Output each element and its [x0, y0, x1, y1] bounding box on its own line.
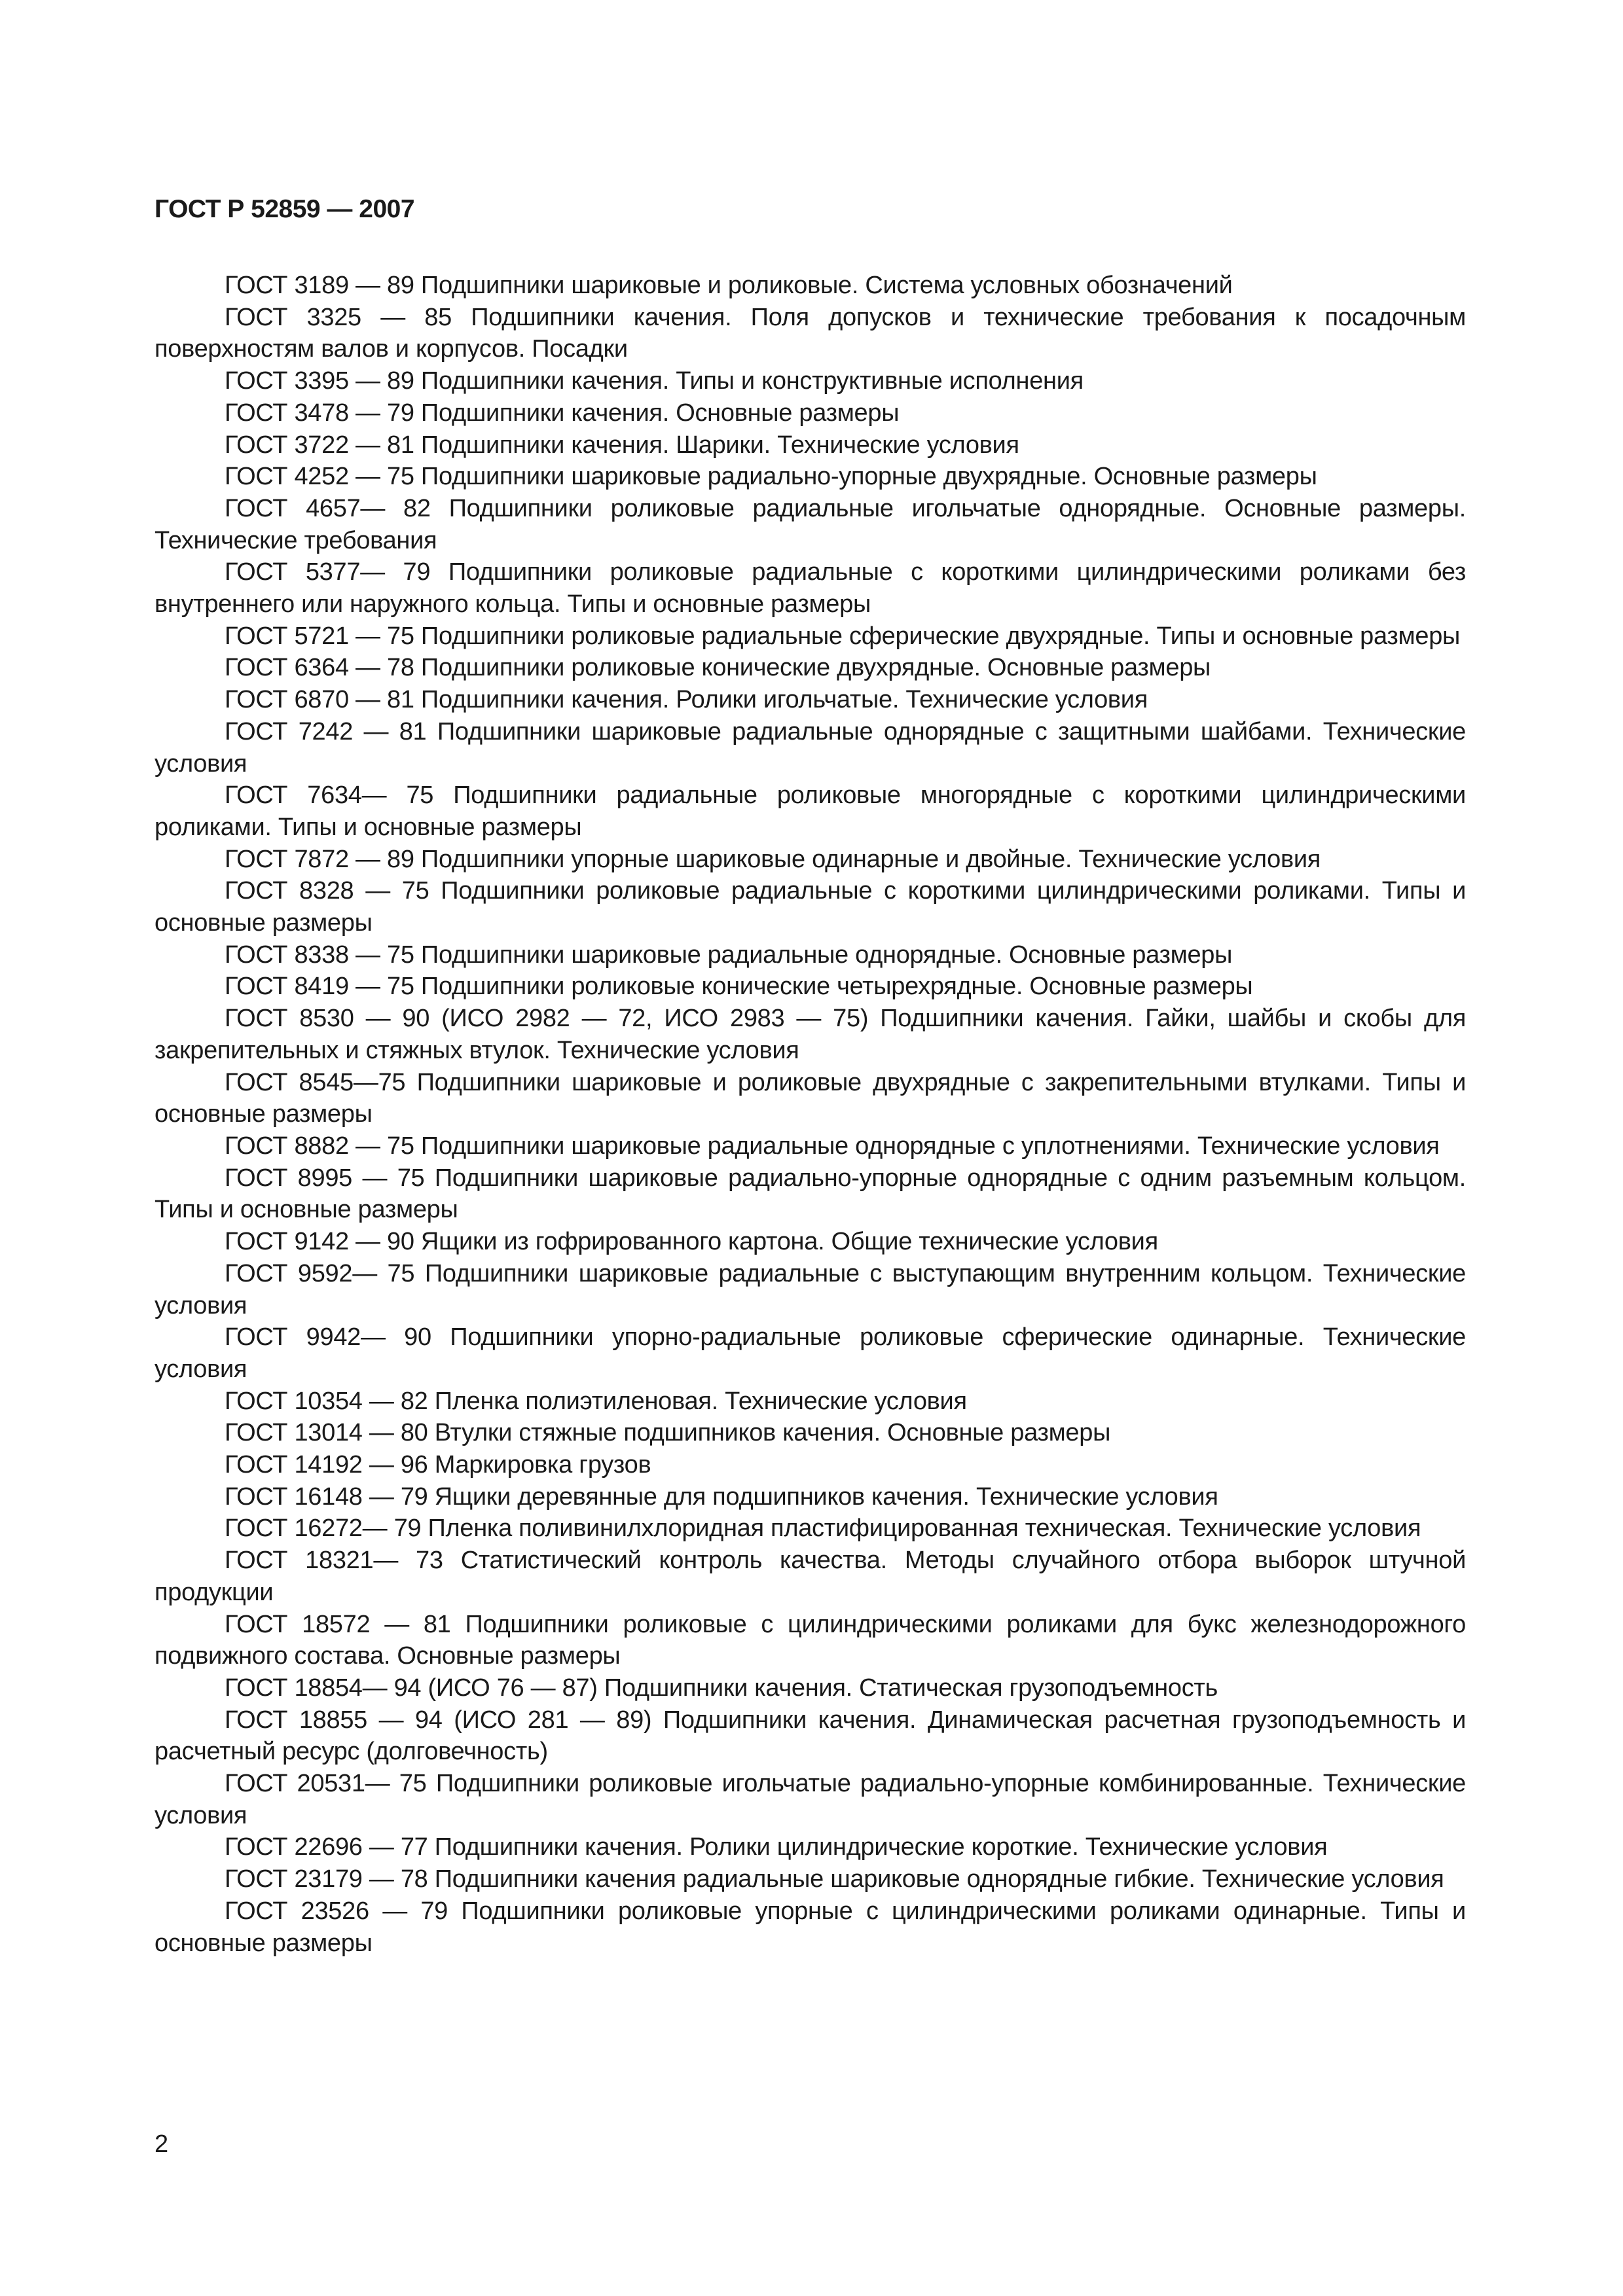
reference-entry: ГОСТ 16148 — 79 Ящики деревянные для подшипников качения. Технические условия: [225, 1482, 1218, 1511]
reference-entry: ГОСТ 16272— 79 Пленка поливинилхлоридная пластифицированная техническая. Технические условия: [225, 1515, 1421, 1543]
reference-entry: ГОСТ 18855 — 94 (ИСО 281 — 89) Подшипники качения. Динамическая расчетная грузоподъемность и расчетный ресурс (долговечность): [155, 1706, 1466, 1766]
reference-entry: ГОСТ 3478 — 79 Подшипники качения. Основные размеры: [225, 399, 900, 427]
reference-entry: ГОСТ 5377— 79 Подшипники роликовые радиальные с короткими цилиндрическими роликами без внутреннего или наружного кольца. Типы и основные размеры: [155, 558, 1466, 619]
reference-entry: ГОСТ 4657— 82 Подшипники роликовые радиальные игольчатые однорядные. Основные размеры. Технические требования: [155, 494, 1466, 554]
reference-entry: ГОСТ 9142 — 90 Ящики из гофрированного картона. Общие технические условия: [225, 1228, 1158, 1256]
reference-entry: ГОСТ 10354 — 82 Пленка полиэтиленовая. Технические условия: [225, 1387, 967, 1415]
reference-entry: ГОСТ 3722 — 81 Подшипники качения. Шарики. Технические условия: [225, 431, 1019, 459]
reference-entry: ГОСТ 8882 — 75 Подшипники шариковые радиальные однорядные с уплотнениями. Технические условия: [225, 1132, 1440, 1160]
reference-entry: ГОСТ 3325 — 85 Подшипники качения. Поля допусков и технические требования к посадочным поверхностям валов и корпусов. Посадки: [155, 303, 1466, 363]
reference-entry: ГОСТ 6364 — 78 Подшипники роликовые конические двухрядные. Основные размеры: [225, 654, 1211, 682]
reference-entry: ГОСТ 5721 — 75 Подшипники роликовые радиальные сферические двухрядные. Типы и основные размеры: [225, 622, 1461, 650]
document-header: ГОСТ Р 52859 — 2007: [155, 195, 415, 223]
reference-entry: ГОСТ 8419 — 75 Подшипники роликовые конические четырехрядные. Основные размеры: [225, 973, 1253, 1001]
reference-entry: ГОСТ 9592— 75 Подшипники шариковые радиальные с выступающим внутренним кольцом. Технические условия: [155, 1259, 1466, 1319]
reference-entry: ГОСТ 8995 — 75 Подшипники шариковые радиально-упорные однорядные с одним разъемным кольцом. Типы и основные размеры: [155, 1164, 1466, 1224]
page-number: 2: [155, 2130, 169, 2158]
reference-entry: ГОСТ 8328 — 75 Подшипники роликовые радиальные с короткими цилиндрическими роликами. Типы и основные размеры: [155, 877, 1466, 937]
reference-entry: ГОСТ 18572 — 81 Подшипники роликовые с цилиндрическими роликами для букс железнодорожного подвижного состава. Основные размеры: [155, 1610, 1466, 1670]
reference-entry: ГОСТ 18321— 73 Статистический контроль качества. Методы случайного отбора выборок штучной продукции: [155, 1547, 1466, 1606]
reference-entry: ГОСТ 3189 — 89 Подшипники шариковые и роликовые. Система условных обозначений: [225, 272, 1233, 299]
reference-entry: ГОСТ 7872 — 89 Подшипники упорные шариковые одинарные и двойные. Технические условия: [225, 845, 1321, 873]
reference-entry: ГОСТ 9942— 90 Подшипники упорно-радиальные роликовые сферические одинарные. Технические условия: [155, 1323, 1466, 1383]
reference-entry: ГОСТ 3395 — 89 Подшипники качения. Типы и конструктивные исполнения: [225, 367, 1084, 395]
reference-entry: ГОСТ 8530 — 90 (ИСО 2982 — 72, ИСО 2983 — 75) Подшипники качения. Гайки, шайбы и скобы для закрепительных и стяжных втулок. Технические условия: [155, 1005, 1466, 1064]
normative-references-list: [155, 270, 1466, 1959]
reference-entry: ГОСТ 20531— 75 Подшипники роликовые игольчатые радиально-упорные комбинированные. Технические условия: [155, 1770, 1466, 1829]
reference-entry: ГОСТ 13014 — 80 Втулки стяжные подшипников качения. Основные размеры: [225, 1419, 1111, 1447]
reference-entry: ГОСТ 18854— 94 (ИСО 76 — 87) Подшипники качения. Статическая грузоподъемность: [225, 1674, 1218, 1702]
reference-entry: ГОСТ 6870 — 81 Подшипники качения. Ролики игольчатые. Технические условия: [225, 686, 1148, 714]
reference-entry: ГОСТ 22696 — 77 Подшипники качения. Ролики цилиндрические короткие. Технические условия: [225, 1833, 1328, 1861]
reference-entry: ГОСТ 8338 — 75 Подшипники шариковые радиальные однорядные. Основные размеры: [225, 941, 1233, 969]
reference-entry: ГОСТ 23526 — 79 Подшипники роликовые упорные с цилиндрическими роликами одинарные. Типы и основные размеры: [155, 1897, 1466, 1957]
reference-entry: ГОСТ 23179 — 78 Подшипники качения радиальные шариковые однорядные гибкие. Технические условия: [225, 1865, 1444, 1893]
reference-entry: ГОСТ 7634— 75 Подшипники радиальные роликовые многорядные с короткими цилиндрическими роликами. Типы и основные размеры: [155, 781, 1466, 841]
reference-entry: ГОСТ 7242 — 81 Подшипники шариковые радиальные однорядные с защитными шайбами. Технические условия: [155, 717, 1466, 778]
reference-entry: ГОСТ 4252 — 75 Подшипники шариковые радиально-упорные двухрядные. Основные размеры: [225, 463, 1317, 491]
reference-entry: ГОСТ 14192 — 96 Маркировка грузов: [225, 1451, 651, 1479]
reference-entry: ГОСТ 8545—75 Подшипники шариковые и роликовые двухрядные с закрепительными втулками. Типы и основные размеры: [155, 1068, 1466, 1128]
